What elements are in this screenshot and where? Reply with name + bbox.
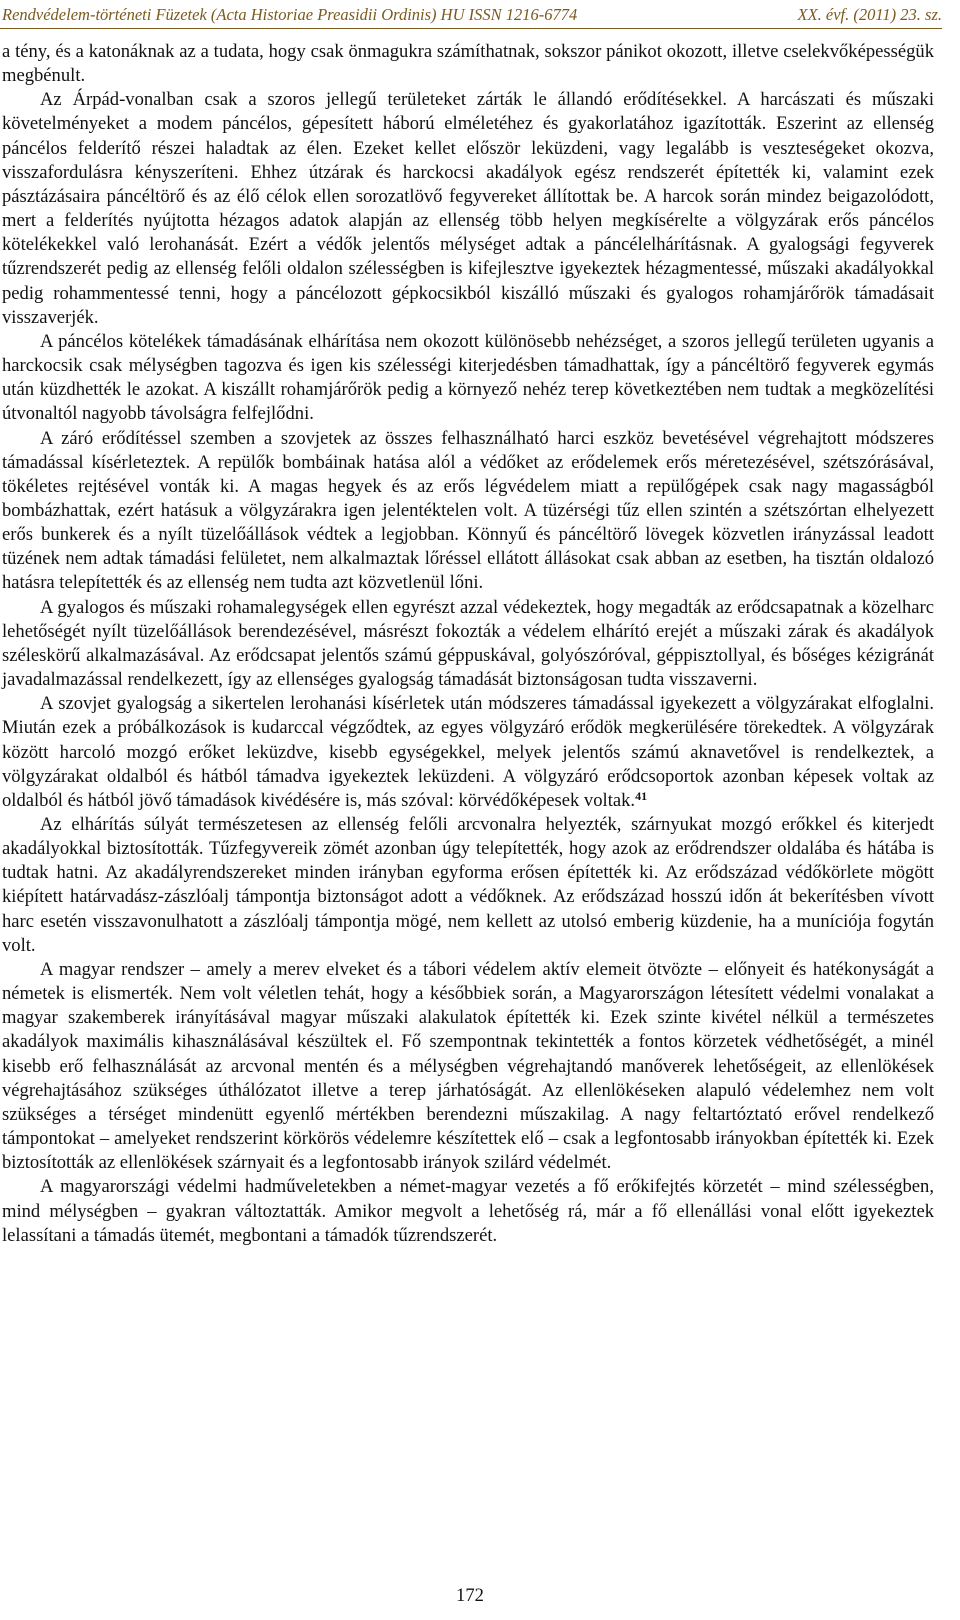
paragraph: Az elhárítás súlyát természetesen az ellenség felőli arcvonalra helyezték, szárnyukat mozgó erőkkel és kiterjedt akadályokkal biztosították. Tűzfegyvereik zömét azonban úgy telepítették, hogy azok az erődrendszer oldalába és hátába is tudtak hatni. Az akadályrendszereket minden irányban egyforma erősen építették ki. Az erődszázad védőkörlete mögött kiépített határvadász-zászlóalj támpontja biztonságot adott a védőknek. Az erődszázad hosszú időn át bekerítésben vívott harc esetén visszavonulhatott a zászlóalj támpontja mögé, nem kellett az utolsó emberig küzdenie, ha a muníciója fogytán volt. <box>2 814 934 956</box>
article-body <box>2 40 934 1248</box>
running-header <box>0 4 942 29</box>
journal-title: Rendvédelem-történeti Füzetek (Acta Historiae Preasidii Ordinis) HU ISSN 1216-6774 <box>2 5 578 24</box>
paragraph: A gyalogos és műszaki rohamalegységek ellen egyrészt azzal védekeztek, hogy megadták az erődcsapatnak a közelharc lehetőségét nyílt tüzelőállások berendezésével, másrészt fokozták a védelem elhárító erejét a műszaki zárak és akadályok széleskörű alkalmazásával. Az erődcsapat jelentős számú géppuskával, golyószóróval, géppisztollyal, és bőséges kézigránát javadalmazással rendelkezett, így az ellenséges gyalogság támadását biztonságosan tudta visszaverni. <box>2 596 934 691</box>
paragraph-text: A szovjet gyalogság a sikertelen lerohanási kísérletek után módszeres támadással igyekezett a völgyzárakat elfoglalni. Miután ezek a próbálkozások is kudarccal végződtek, az egyes völgyzáró erődök megkerülésére törekedtek. A völgyzárak között harcoló mozgó erőket leküzdve, kisebb egységekkel, melyek jelentős számú aknavetővel is rendelkeztek, a völgyzárakat oldalból és hátból támadva igyekeztek leküzdeni. A völgyzáró erődcsoportok azonban képesek voltak az oldalból és hátból jövő támadások kivédésére is, más szóval: körvédőképesek voltak. <box>2 693 934 811</box>
paragraph: A páncélos kötelékek támadásának elhárítása nem okozott különösebb nehézséget, a szoros jellegű területen ugyanis a harckocsik csak mélységben tagozva és igen kis szélességi kiterjedésben támadhattak, így a páncéltörő fegyverek egymás után küzdhették le azokat. A kiszállt rohamjárőrök pedig a környező nehéz terep következtében nem tudtak a megközelítési útvonaltól nagyobb távolságra felfejlődni. <box>2 330 934 425</box>
paragraph-with-footnote <box>2 692 934 813</box>
page-number: 172 <box>456 1585 484 1606</box>
footnote-marker[interactable]: 41 <box>635 788 648 803</box>
issue-info: XX. évf. (2011) 23. sz. <box>797 5 942 24</box>
paragraph: A záró erődítéssel szemben a szovjetek az összes felhasználható harci eszköz bevetésével végrehajtott módszeres támadással kísérleteztek. A repülők bombáinak hatása alól a védőket az erődelemek erős méretezésével, szétszórásával, tökéletes rejtésével vonták ki. A magas hegyek és az erős légvédelem miatt a repülőgépek csak nagy magasságból bombázhattak, ezért hatásuk a völgyzárakra igen jelentéktelen volt. A tüzérségi tűz ellen szintén a szétszórtan elhelyezett erős bunkerek és a nyílt tüzelőállások védtek a legjobban. Könnyű és páncéltörő lövegek közvetlen irányzással leadott tüzének nem adtak támadási felületet, nem alkalmaztak lőréssel ellátott állásokat csak abban az esetben, ha tisztán oldalozó hatásra telepítették és az ellenség nem tudta azt közvetlenül lőni. <box>2 427 934 594</box>
paragraph: A magyarországi védelmi hadműveletekben a német-magyar vezetés a fő erőkifejtés körzetét – mind szélességben, mind mélységben – gyakran változtatták. Amikor megvolt a lehetőség rá, már a fő ellenállási vonal előtt igyekeztek lelassítani a támadás ütemét, megbontani a támadók tűzrendszerét. <box>2 1176 934 1246</box>
paragraph-continuation: a tény, és a katonáknak az a tudata, hogy csak önmagukra számíthatnak, sokszor pánikot okozott, illetve cselekvőképességük megbénult. <box>2 41 934 87</box>
paragraph: A magyar rendszer – amely a merev elveket és a tábori védelem aktív elemeit ötvözte – előnyeit és hatékonyságát a németek is elismerték. Nem volt véletlen tehát, hogy a későbbiek során, a Magyarországon létesített védelmi vonalakat a magyar szakemberek irányításával magyar műszaki alakulatok építették ki. Ezek szinte kivétel nélkül a természetes akadályok maximális kihasználásával készültek el. Fő szempontnak tekintették a fontos körzetek védhetőségét, a minél kisebb erő felhasználását az arcvonal mentén és a mélységben végrehajtandó manőverek lehetőségeit, az ellenlökések végrehajtásához szükséges úthálózatot illetve a terep járhatóságát. Az ellenlökéseken alapuló védelemhez nem volt szükséges a térséget mindenütt egyenlő mértékben berendezni műszakilag. A nagy feltartóztató erővel rendelkező támpontokat – amelyeket rendszerint körkörös védelemre készítettek elő – csak a legfontosabb irányokban építették ki. Ezek biztosították az ellenlökések szárnyait és a legfontosabb irányok szilárd védelmét. <box>2 958 934 1174</box>
paragraph: Az Árpád-vonalban csak a szoros jellegű területeket zárták le állandó erődítésekkel. A harcászati és műszaki követelményeket a modem páncélos, gépesített háború elméletéhez és gyakorlatához igazították. Eszerint az ellenség páncélos felderítő részei haladtak az élen. Ezeket kellet először leküzdeni, vagy legalább is veszteségeket okozva, visszafordulásra kényszeríteni. Ehhez útzárak és harckocsi akadályok egész rendszerét építették ki, valamint ezek pásztázásaira páncéltörő és az élő célok ellen sorozatlövő fegyvereket állítottak be. A harcok során mindez beigazolódott, mert a felderítés nyújtotta hézagos adatok alapján az ellenség több helyen megkísérelte a völgyzárak erős páncélos kötelékekkel való lerohanását. Ezért a védők jelentős mélységet adtak a páncélelhárításnak. A gyalogsági fegyverek tűzrendszerét pedig az ellenség felőli oldalon szélességben is kifejlesztve igyekeztek hézagmentessé, műszaki akadályokkal pedig rohammentessé tenni, hogy a páncélozott gépkocsikból kiszálló műszaki és gyalogos rohamjárőrök támadásait visszaverjék. <box>2 89 934 328</box>
